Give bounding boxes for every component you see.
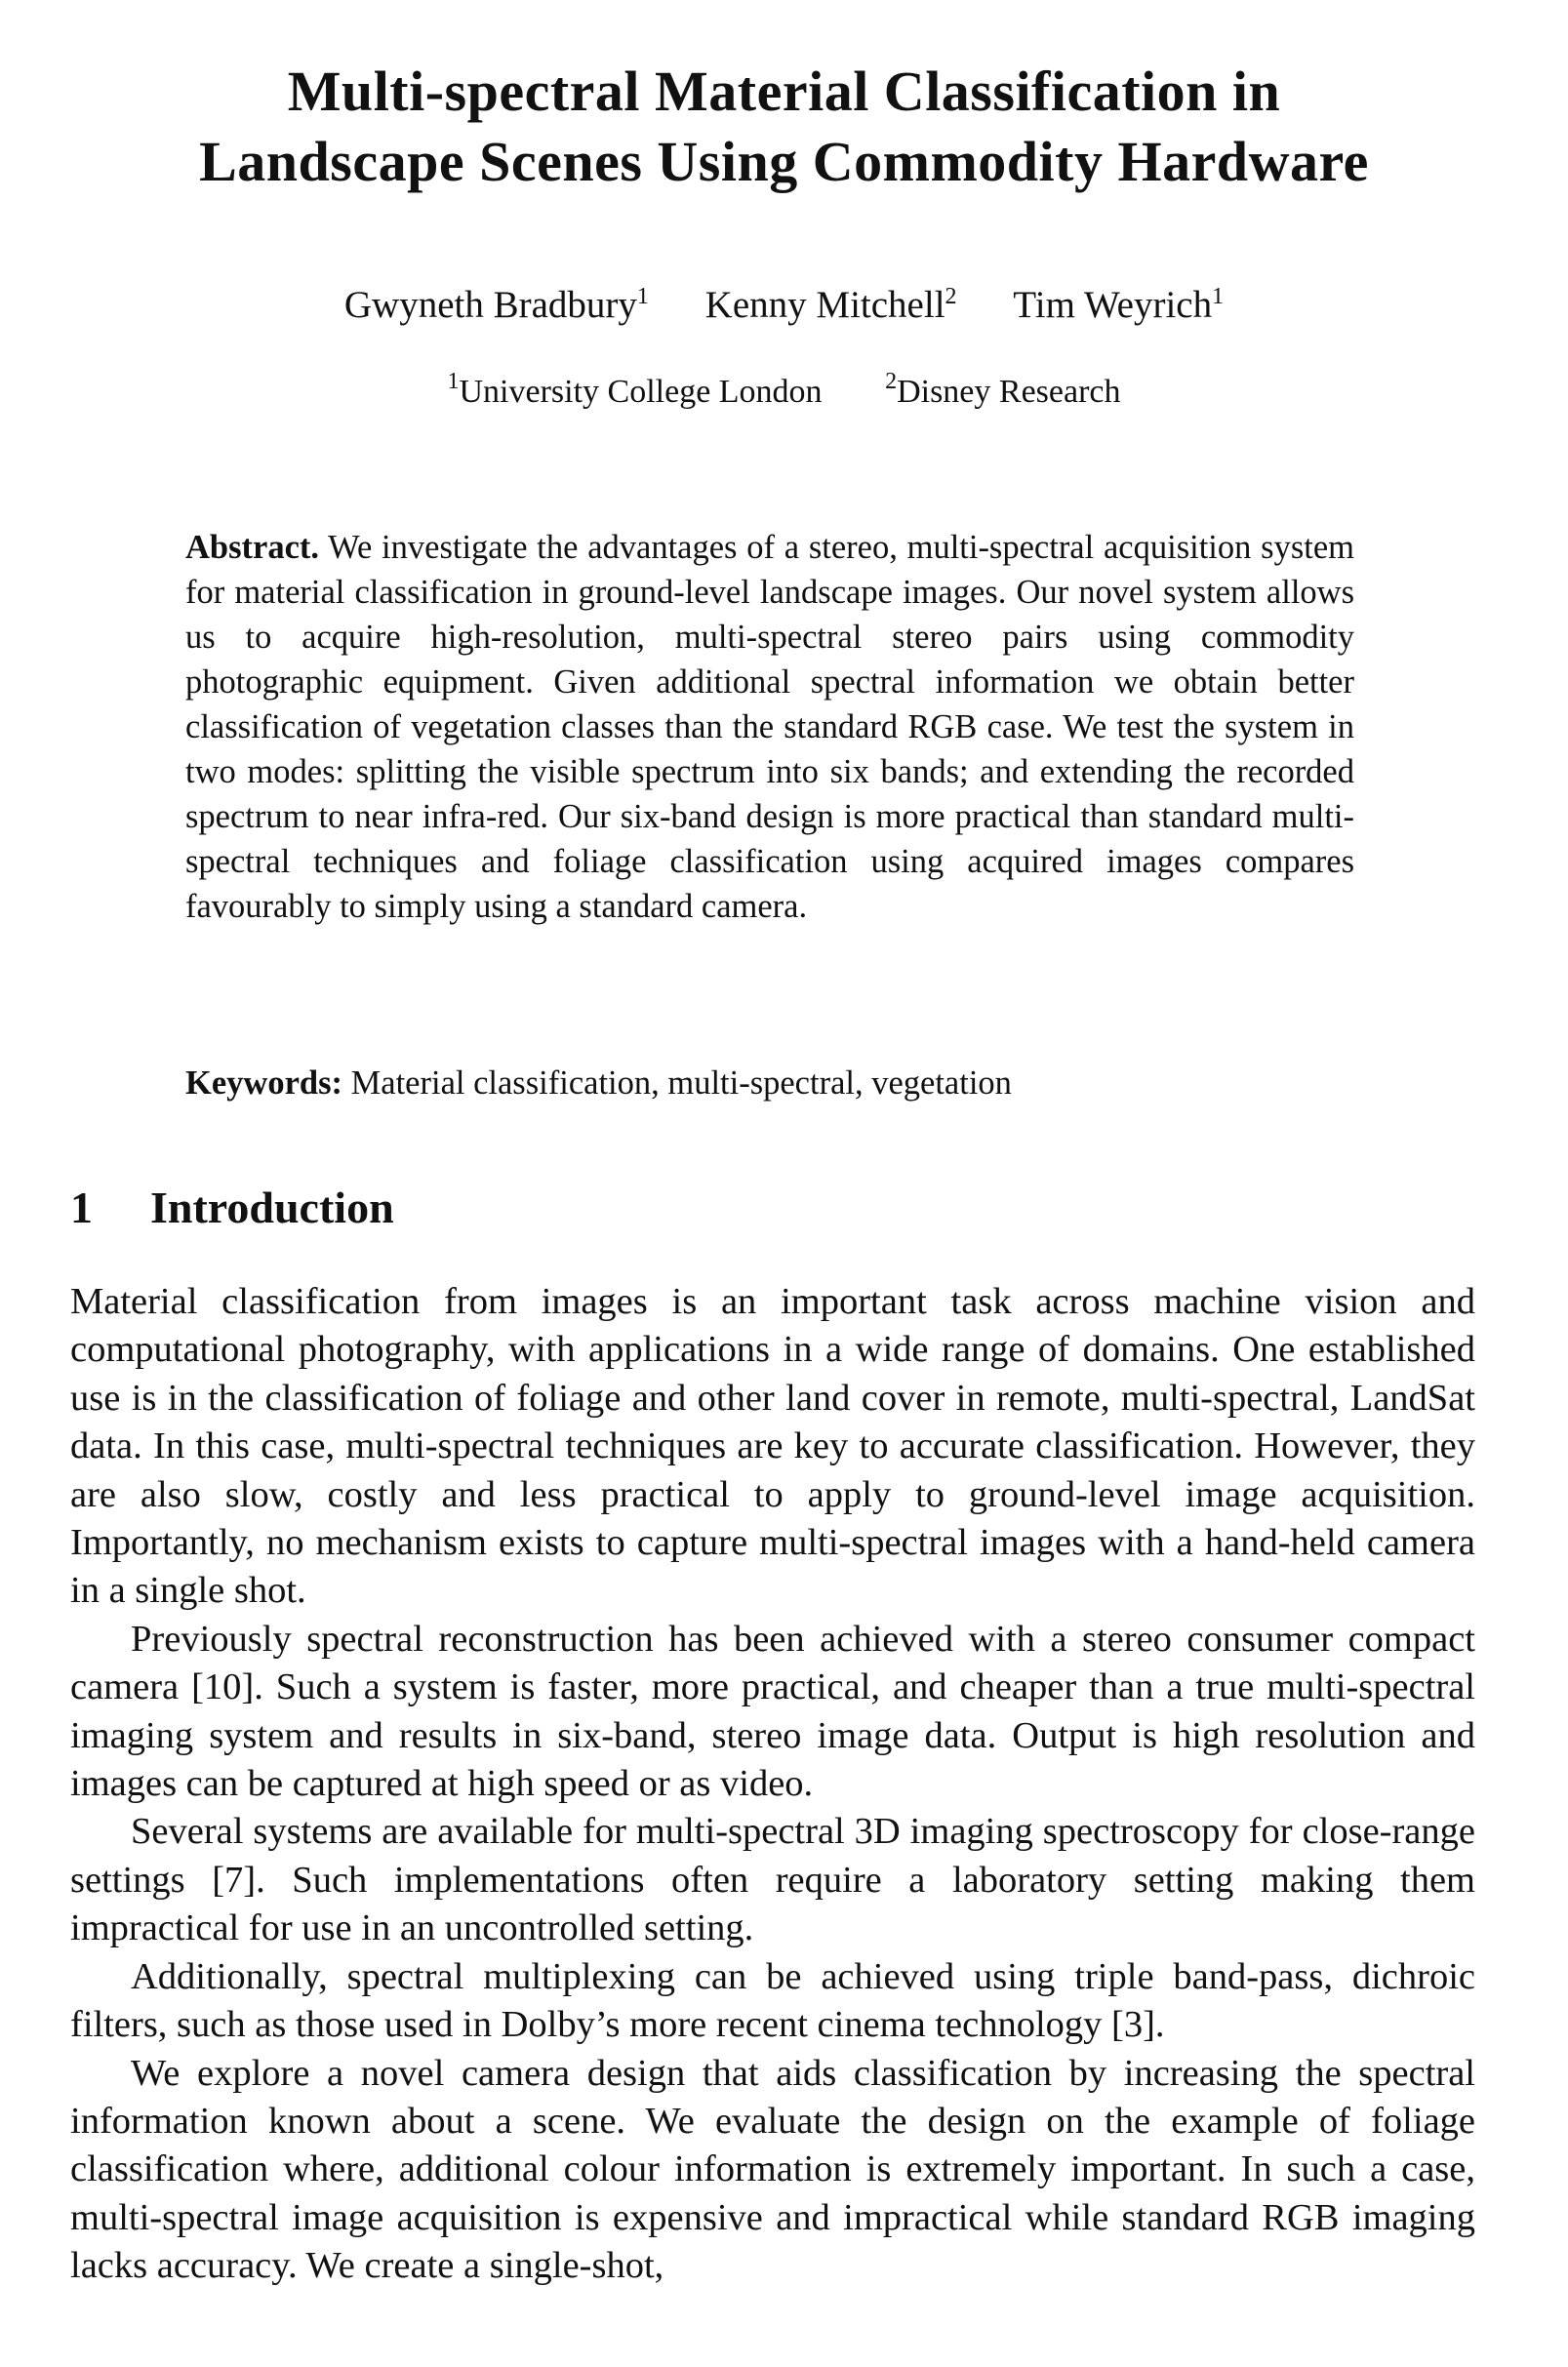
affiliation-mark: 2 xyxy=(885,369,898,394)
abstract xyxy=(185,525,1354,929)
paragraph: We explore a novel camera design that aids classification by increasing the spectral information known about a scene. We evaluate the design on the example of foliage classification where, additional colour information is extremely important. In such a case, multi-spectral image acquisition is expensive and impractical while standard RGB imaging lacks accuracy. We create a single-shot, xyxy=(70,2052,1475,2287)
section-heading xyxy=(70,1181,394,1235)
paragraph: Previously spectral reconstruction has been achieved with a stereo consumer compact camera [10]. Such a system is faster, more practical, and cheaper than a true multi-spectral imaging system and results in six-band, stereo image data. Output is high resolution and images can be captured at high speed or as video. xyxy=(70,1618,1475,1805)
title-line-2: Landscape Scenes Using Commodity Hardware xyxy=(199,130,1369,193)
title-line-1: Multi-spectral Material Classification in xyxy=(287,60,1281,123)
keywords-text: Material classification, multi-spectral, vegetation xyxy=(350,1064,1012,1102)
author-name: Tim Weyrich xyxy=(1013,284,1213,326)
affiliation-mark: 1 xyxy=(447,369,460,394)
paragraph: Material classification from images is an important task across machine vision and computational photography, with applications in a wide range of domains. One established use is in the classification of foliage and other land cover in remote, multi-spectral, LandSat data. In this case, multi-spectral techniques are key to accurate classification. However, they are also slow, costly and less practical to apply to ground-level image acquisition. Importantly, no mechanism exists to capture multi-spectral images with a hand-held camera in a single shot. xyxy=(70,1281,1475,1612)
section-title: Introduction xyxy=(150,1183,394,1232)
author-list xyxy=(0,283,1568,328)
paper-title xyxy=(0,57,1568,197)
affiliation-name: Disney Research xyxy=(897,374,1121,410)
body-text xyxy=(70,1278,1475,2291)
author-name: Kenny Mitchell xyxy=(704,284,945,326)
paragraph: Several systems are available for multi-spectral 3D imaging spectroscopy for close-range settings [7]. Such implementations often require a laboratory setting making them impractical for use in an uncontrolled setting. xyxy=(70,1811,1475,1949)
keywords xyxy=(185,1061,1354,1105)
paragraph: Additionally, spectral multiplexing can be achieved using triple band-pass, dichroic filters, such as those used in Dolby’s more recent cinema technology [3]. xyxy=(70,1955,1475,2046)
affiliation-mark: 1 xyxy=(636,284,649,309)
affiliation-list xyxy=(0,369,1568,412)
affiliation xyxy=(885,369,1121,412)
section-number: 1 xyxy=(70,1183,93,1232)
affiliation-name: University College London xyxy=(459,374,823,410)
abstract-text: We investigate the advantages of a stereo, multi-spectral acquisition system for material classification in ground-level landscape images. Our novel system allows us to acquire high-resolution, multi-spectral stereo pairs using commodity photographic equipment. Given additional spectral information we obtain better classification of vegetation classes than the standard RGB case. We test the system in two modes: splitting the visible spectrum into six bands; and extending the recorded spectrum to near infra-red. Our six-band design is more practical than standard multi-spectral techniques and foliage classification using acquired images compares favourably to simply using a standard camera. xyxy=(185,529,1354,925)
author xyxy=(705,283,957,328)
author xyxy=(344,283,649,328)
author-name: Gwyneth Bradbury xyxy=(343,284,637,326)
abstract-label: Abstract. xyxy=(185,529,320,566)
author xyxy=(1013,283,1224,328)
affiliation-mark: 1 xyxy=(1212,284,1225,309)
affiliation-mark: 2 xyxy=(945,284,957,309)
keywords-label: Keywords: xyxy=(185,1064,342,1102)
affiliation xyxy=(447,369,823,412)
